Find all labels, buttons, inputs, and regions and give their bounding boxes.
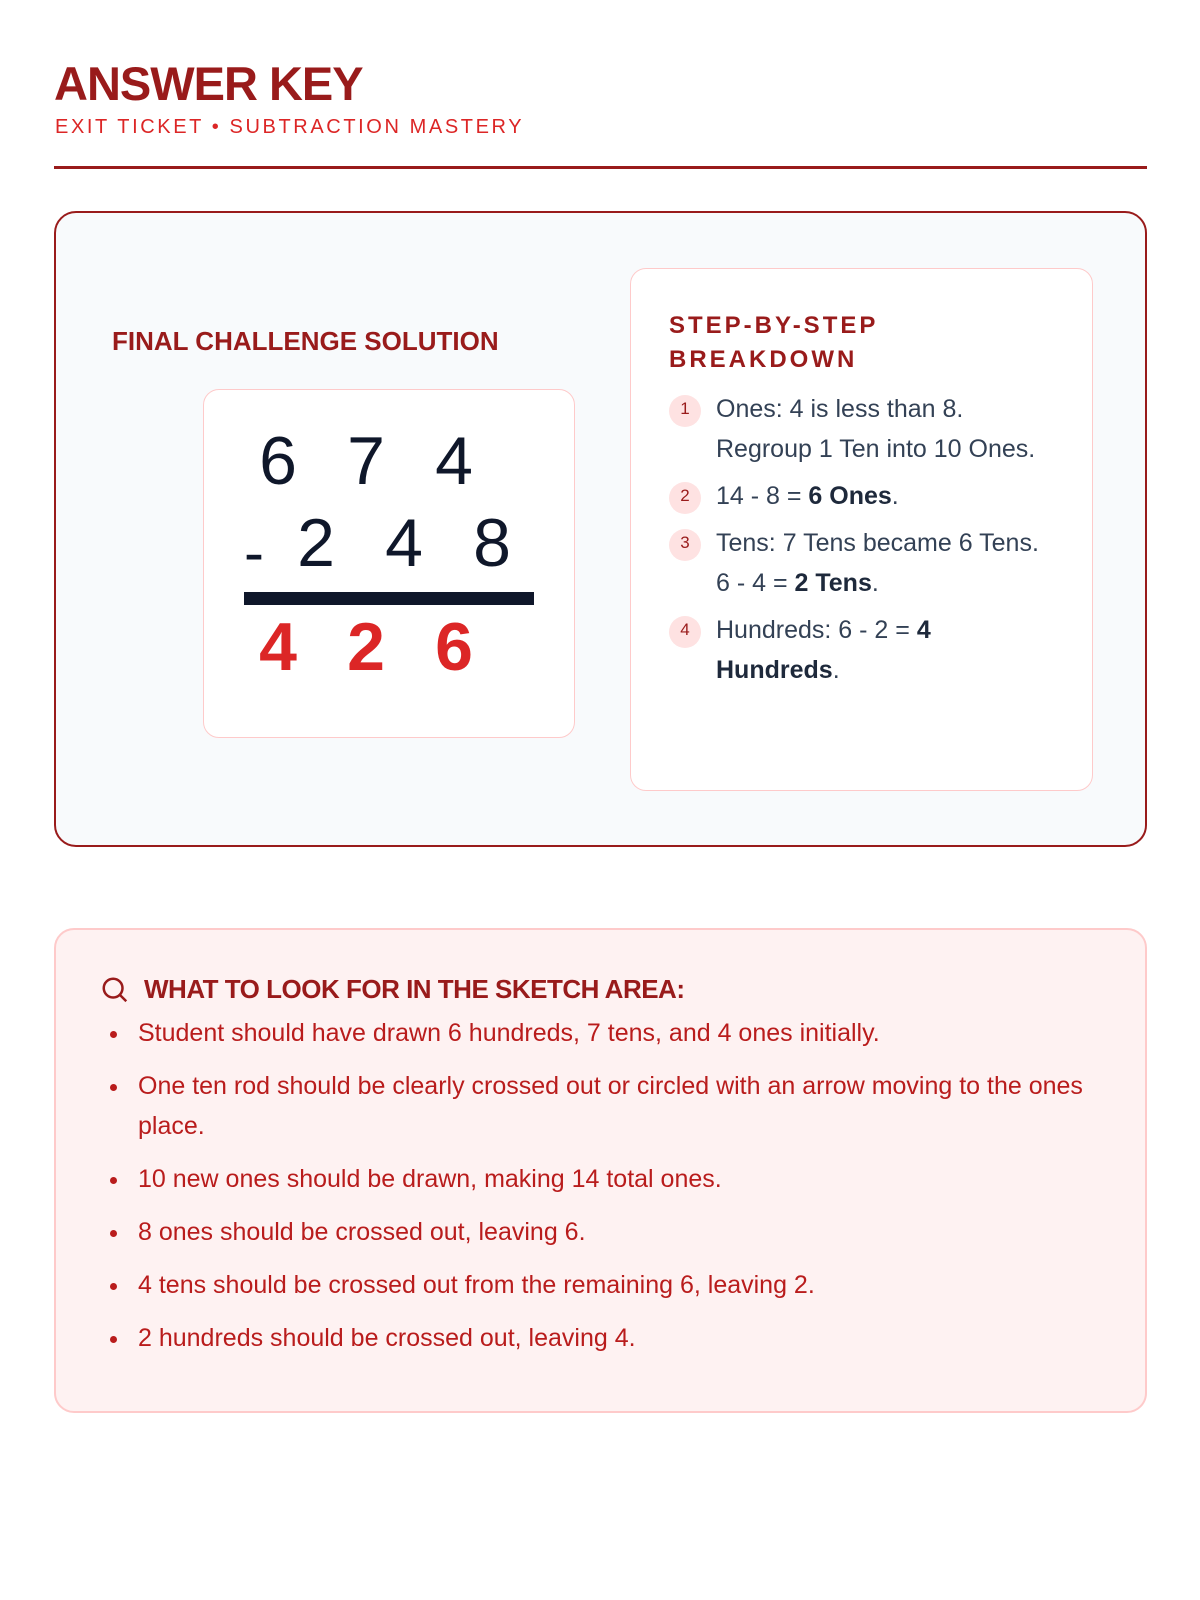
sum-line: [244, 592, 534, 605]
minuend-row: [234, 422, 498, 500]
solution-card: [54, 211, 1147, 847]
step-text: Ones: 4 is less than 8. Regroup 1 Ten into 10 Ones.: [716, 395, 1036, 463]
step-item: [669, 395, 1054, 469]
digit: 8: [473, 505, 511, 581]
look-for-item: One ten rod should be clearly crossed out or circled with an arrow moving to the ones place.: [108, 1066, 1101, 1146]
page-title: ANSWER KEY: [54, 57, 363, 110]
difference-row: [234, 608, 498, 686]
look-for-item: 8 ones should be crossed out, leaving 6.: [108, 1212, 1101, 1252]
step-text: 14 - 8 = 6 Ones.: [716, 482, 899, 510]
look-for-header: [100, 974, 1101, 1005]
step-item: [669, 616, 1054, 690]
step-number: 3: [669, 529, 701, 561]
look-for-item: 4 tens should be crossed out from the remaining 6, leaving 2.: [108, 1265, 1101, 1305]
step-item: [669, 529, 1054, 603]
look-for-item: 2 hundreds should be crossed out, leaving 4.: [108, 1318, 1101, 1358]
digit: 4: [385, 505, 423, 581]
step-item: [669, 482, 1054, 516]
step-number: 4: [669, 616, 701, 648]
digit: 6: [259, 423, 297, 499]
breakdown-heading: STEP-BY-STEP BREAKDOWN: [669, 312, 878, 373]
look-for-list: [100, 1013, 1101, 1358]
page-subtitle: EXIT TICKET • SUBTRACTION MASTERY: [55, 116, 525, 138]
header-divider: [54, 166, 1147, 169]
look-for-item: 10 new ones should be drawn, making 14 total ones.: [108, 1159, 1101, 1199]
look-for-card: [54, 928, 1147, 1413]
step-text: Tens: 7 Tens became 6 Tens. 6 - 4 = 2 Tens.: [716, 529, 1039, 597]
digit: 6: [435, 609, 473, 685]
search-icon: [100, 975, 130, 1005]
digit: 2: [297, 505, 335, 581]
subtraction-problem: [203, 389, 575, 738]
look-for-heading: WHAT TO LOOK FOR IN THE SKETCH AREA:: [144, 974, 685, 1004]
minus-sign: -: [244, 519, 264, 586]
look-for-item: Student should have drawn 6 hundreds, 7 tens, and 4 ones initially.: [108, 1013, 1101, 1053]
digit: 2: [347, 609, 385, 685]
breakdown-panel: [630, 268, 1093, 791]
digit: 4: [259, 609, 297, 685]
subtrahend-row: [272, 504, 536, 582]
digit: 4: [435, 423, 473, 499]
solution-heading: FINAL CHALLENGE SOLUTION: [112, 326, 499, 356]
digit: 7: [347, 423, 385, 499]
step-number: 2: [669, 482, 701, 514]
step-number: 1: [669, 395, 701, 427]
step-text: Hundreds: 6 - 2 = 4 Hundreds.: [716, 616, 931, 684]
